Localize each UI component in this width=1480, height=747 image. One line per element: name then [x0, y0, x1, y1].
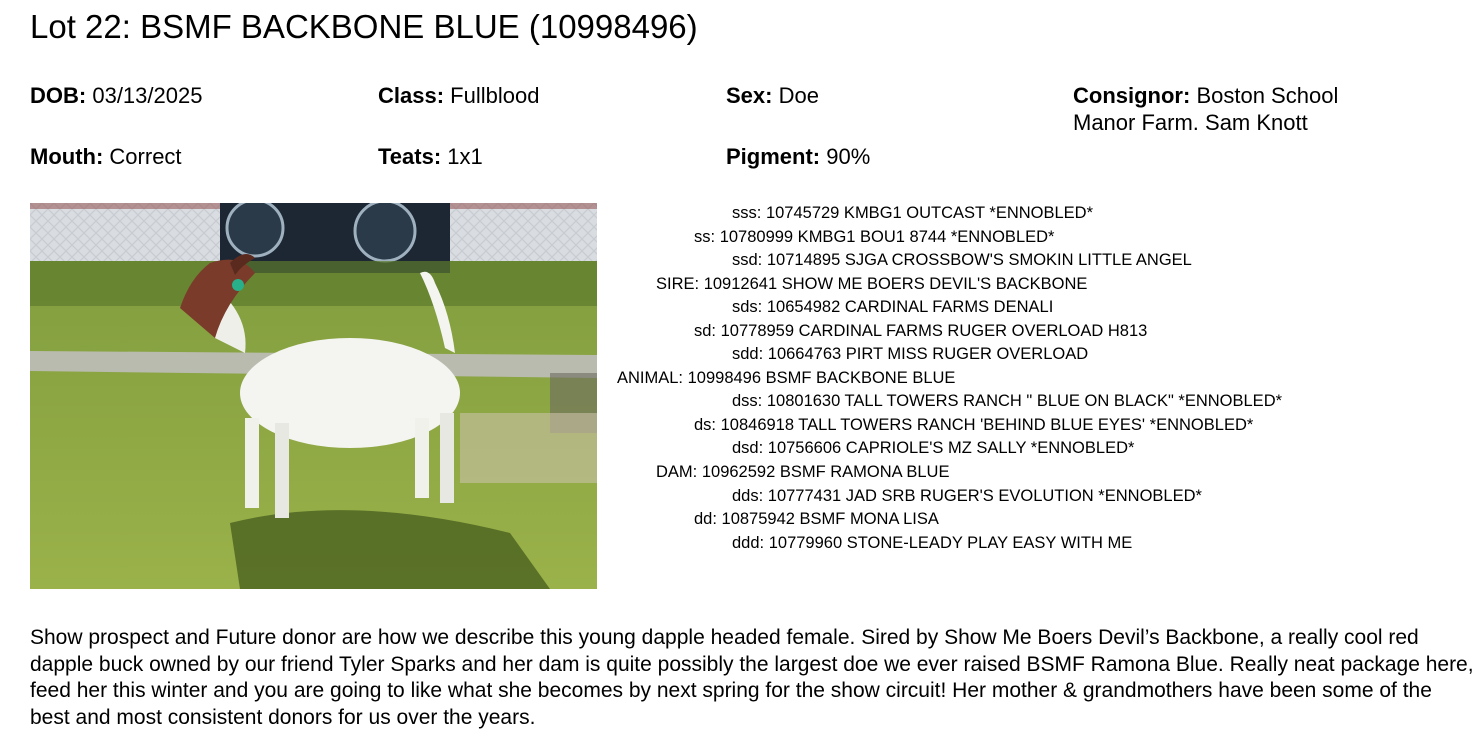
pedigree-label: DAM:	[656, 463, 698, 481]
field-dob	[30, 82, 202, 109]
pedigree-value: 10846918 TALL TOWERS RANCH 'BEHIND BLUE EYES' *ENNOBLED*	[720, 416, 1254, 434]
field-class	[378, 82, 539, 109]
field-teats-label: Teats:	[378, 144, 442, 169]
pedigree-value: 10875942 BSMF MONA LISA	[721, 510, 939, 528]
pedigree-dds	[732, 486, 1202, 506]
pedigree-ds	[694, 415, 1253, 435]
pedigree-label: dds:	[732, 487, 764, 505]
field-dob-label: DOB:	[30, 83, 87, 108]
pedigree-value: 10780999 KMBG1 BOU1 8744 *ENNOBLED*	[719, 228, 1055, 246]
field-class-label: Class:	[378, 83, 445, 108]
pedigree-value: 10778959 CARDINAL FARMS RUGER OVERLOAD H813	[720, 322, 1148, 340]
pedigree-label: sds:	[732, 298, 763, 316]
field-class-value: Fullblood	[450, 83, 540, 108]
pedigree-animal	[617, 368, 955, 388]
pedigree-label: dd:	[694, 510, 717, 528]
pedigree-label: ddd:	[732, 534, 765, 552]
pedigree-sd	[694, 321, 1147, 341]
pedigree-sire	[656, 274, 1087, 294]
pedigree-value: 10756606 CAPRIOLE'S MZ SALLY *ENNOBLED*	[767, 439, 1135, 457]
pedigree-sss	[732, 203, 1093, 223]
field-mouth-value: Correct	[109, 144, 182, 169]
field-sex-value: Doe	[778, 83, 819, 108]
field-teats-value: 1x1	[447, 144, 483, 169]
pedigree-label: dsd:	[732, 439, 764, 457]
pedigree-value: 10801630 TALL TOWERS RANCH " BLUE ON BLACK" *ENNOBLED*	[766, 392, 1283, 410]
pedigree-sds	[732, 297, 1053, 317]
field-consignor	[1073, 82, 1373, 136]
pedigree-label: sss:	[732, 204, 762, 222]
pedigree-value: 10664763 PIRT MISS RUGER OVERLOAD	[767, 345, 1089, 363]
pedigree-value: 10745729 KMBG1 OUTCAST *ENNOBLED*	[765, 204, 1094, 222]
field-sex-label: Sex:	[726, 83, 773, 108]
field-consignor-label: Consignor:	[1073, 83, 1191, 108]
field-dob-value: 03/13/2025	[92, 83, 203, 108]
pedigree-ssd	[732, 250, 1192, 270]
pedigree-label: ds:	[694, 416, 717, 434]
pedigree-sdd	[732, 344, 1088, 364]
pedigree-label: ssd:	[732, 251, 763, 269]
pedigree-label: ss:	[694, 228, 716, 246]
field-mouth	[30, 143, 182, 170]
pedigree-label: dss:	[732, 392, 763, 410]
lot-title: Lot 22: BSMF BACKBONE BLUE (10998496)	[30, 8, 698, 45]
pedigree-label: SIRE:	[656, 275, 700, 293]
pedigree-value: 10777431 JAD SRB RUGER'S EVOLUTION *ENNOBLED*	[767, 487, 1202, 505]
field-pigment	[726, 143, 870, 170]
field-teats	[378, 143, 483, 170]
pedigree-ddd	[732, 533, 1132, 553]
field-pigment-label: Pigment:	[726, 144, 821, 169]
lot-description: Show prospect and Future donor are how we describe this young dapple headed female. Sired by Show Me Boers Devil’s Backbone, a really cool red dapple buck owned by our friend Tyler Sparks and her dam is quite possibly the largest doe we ever raised BSMF Ramona Blue. Really neat package here, feed her this winter and you are going to like what she becomes by next spring for the show circuit! Her mother & grandmothers have been some of the best and most consistent donors for us over the years.	[30, 626, 1474, 729]
pedigree-value: 10912641 SHOW ME BOERS DEVIL'S BACKBONE	[703, 275, 1088, 293]
pedigree-dam	[656, 462, 949, 482]
pedigree-label: sd:	[694, 322, 717, 340]
pedigree-label: ANIMAL:	[617, 369, 684, 387]
pedigree-ss	[694, 227, 1054, 247]
field-consignor-value: Boston School Manor Farm. Sam Knott	[1073, 83, 1339, 135]
pedigree-value: 10962592 BSMF RAMONA BLUE	[701, 463, 950, 481]
pedigree-value: 10998496 BSMF BACKBONE BLUE	[687, 369, 956, 387]
pedigree-label: sdd:	[732, 345, 764, 363]
field-pigment-value: 90%	[826, 144, 871, 169]
pedigree-value: 10779960 STONE-LEADY PLAY EASY WITH ME	[768, 534, 1133, 552]
pedigree-value: 10654982 CARDINAL FARMS DENALI	[766, 298, 1054, 316]
pedigree-value: 10714895 SJGA CROSSBOW'S SMOKIN LITTLE ANGEL	[766, 251, 1192, 269]
goat-photo	[30, 203, 597, 589]
pedigree-dd	[694, 509, 939, 529]
pedigree-dsd	[732, 438, 1134, 458]
field-sex	[726, 82, 819, 109]
field-mouth-label: Mouth:	[30, 144, 104, 169]
pedigree-dss	[732, 391, 1282, 411]
